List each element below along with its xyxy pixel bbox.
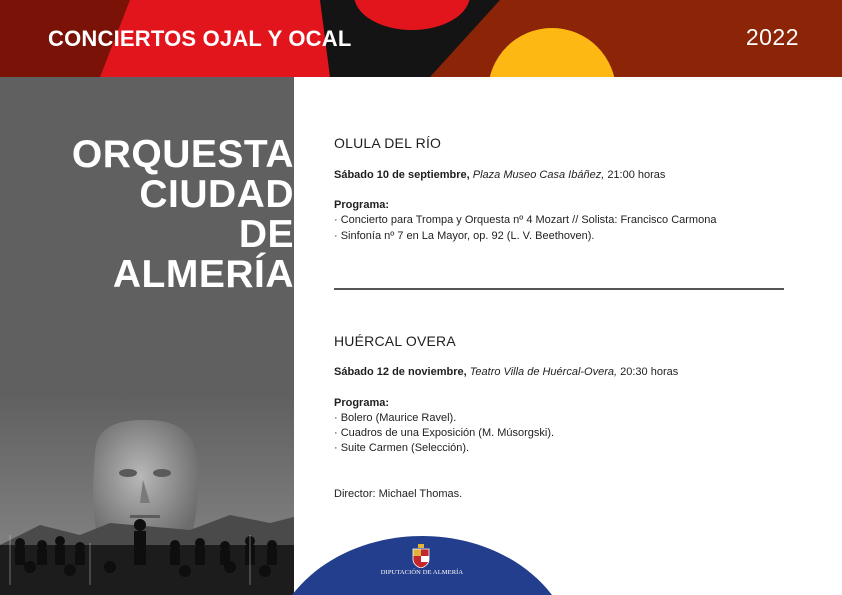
section-divider (334, 288, 784, 290)
event-date: Sábado 12 de noviembre, (334, 366, 467, 378)
event-time: 20:30 horas (620, 366, 679, 378)
event-time: 21:00 horas (607, 169, 666, 181)
orchestra-title-line: ALMERÍA (112, 253, 294, 296)
orchestra-title-line: DE (238, 213, 294, 256)
director: Director: Michael Thomas. (334, 488, 463, 500)
orchestra-title-line: ORQUESTA (71, 133, 294, 176)
program-label-text: Programa: (334, 397, 390, 409)
event-venue: HUÉRCAL OVERA (334, 333, 456, 349)
program-label-text: Programa: (334, 199, 390, 211)
banner-year: 2022 (745, 24, 799, 50)
event-datetime (334, 366, 678, 378)
program-item: · Sinfonía nº 7 en La Mayor, op. 92 (L. V. Beethoven). (334, 230, 595, 242)
banner-title: CONCIERTOS OJAL Y OCAL (48, 26, 352, 51)
header-banner (0, 0, 842, 77)
event-place: Plaza Museo Casa Ibáñez, (472, 169, 605, 181)
event-place: Teatro Villa de Huércal-Overa, (469, 366, 618, 378)
program-item: · Concierto para Trompa y Orquesta nº 4 Mozart // Solista: Francisco Carmona (334, 214, 717, 226)
event-venue: OLULA DEL RÍO (334, 135, 442, 151)
coat-of-arms-icon (412, 544, 430, 568)
orchestra-title-line: CIUDAD (139, 173, 294, 216)
program-label (334, 199, 389, 211)
program-item: · Bolero (Maurice Ravel). (334, 412, 457, 424)
orchestra-photo (0, 395, 294, 595)
event-datetime (334, 169, 665, 181)
program-item: · Cuadros de una Exposición (M. Músorgski). (334, 427, 555, 439)
program-item: · Suite Carmen (Selección). (334, 442, 470, 454)
left-panel (0, 77, 294, 595)
program-label (334, 397, 389, 409)
orchestra-title (0, 135, 294, 295)
institution-name: DIPUTACIÓN DE ALMERÍA (380, 569, 464, 576)
event-date: Sábado 10 de septiembre, (334, 169, 470, 181)
